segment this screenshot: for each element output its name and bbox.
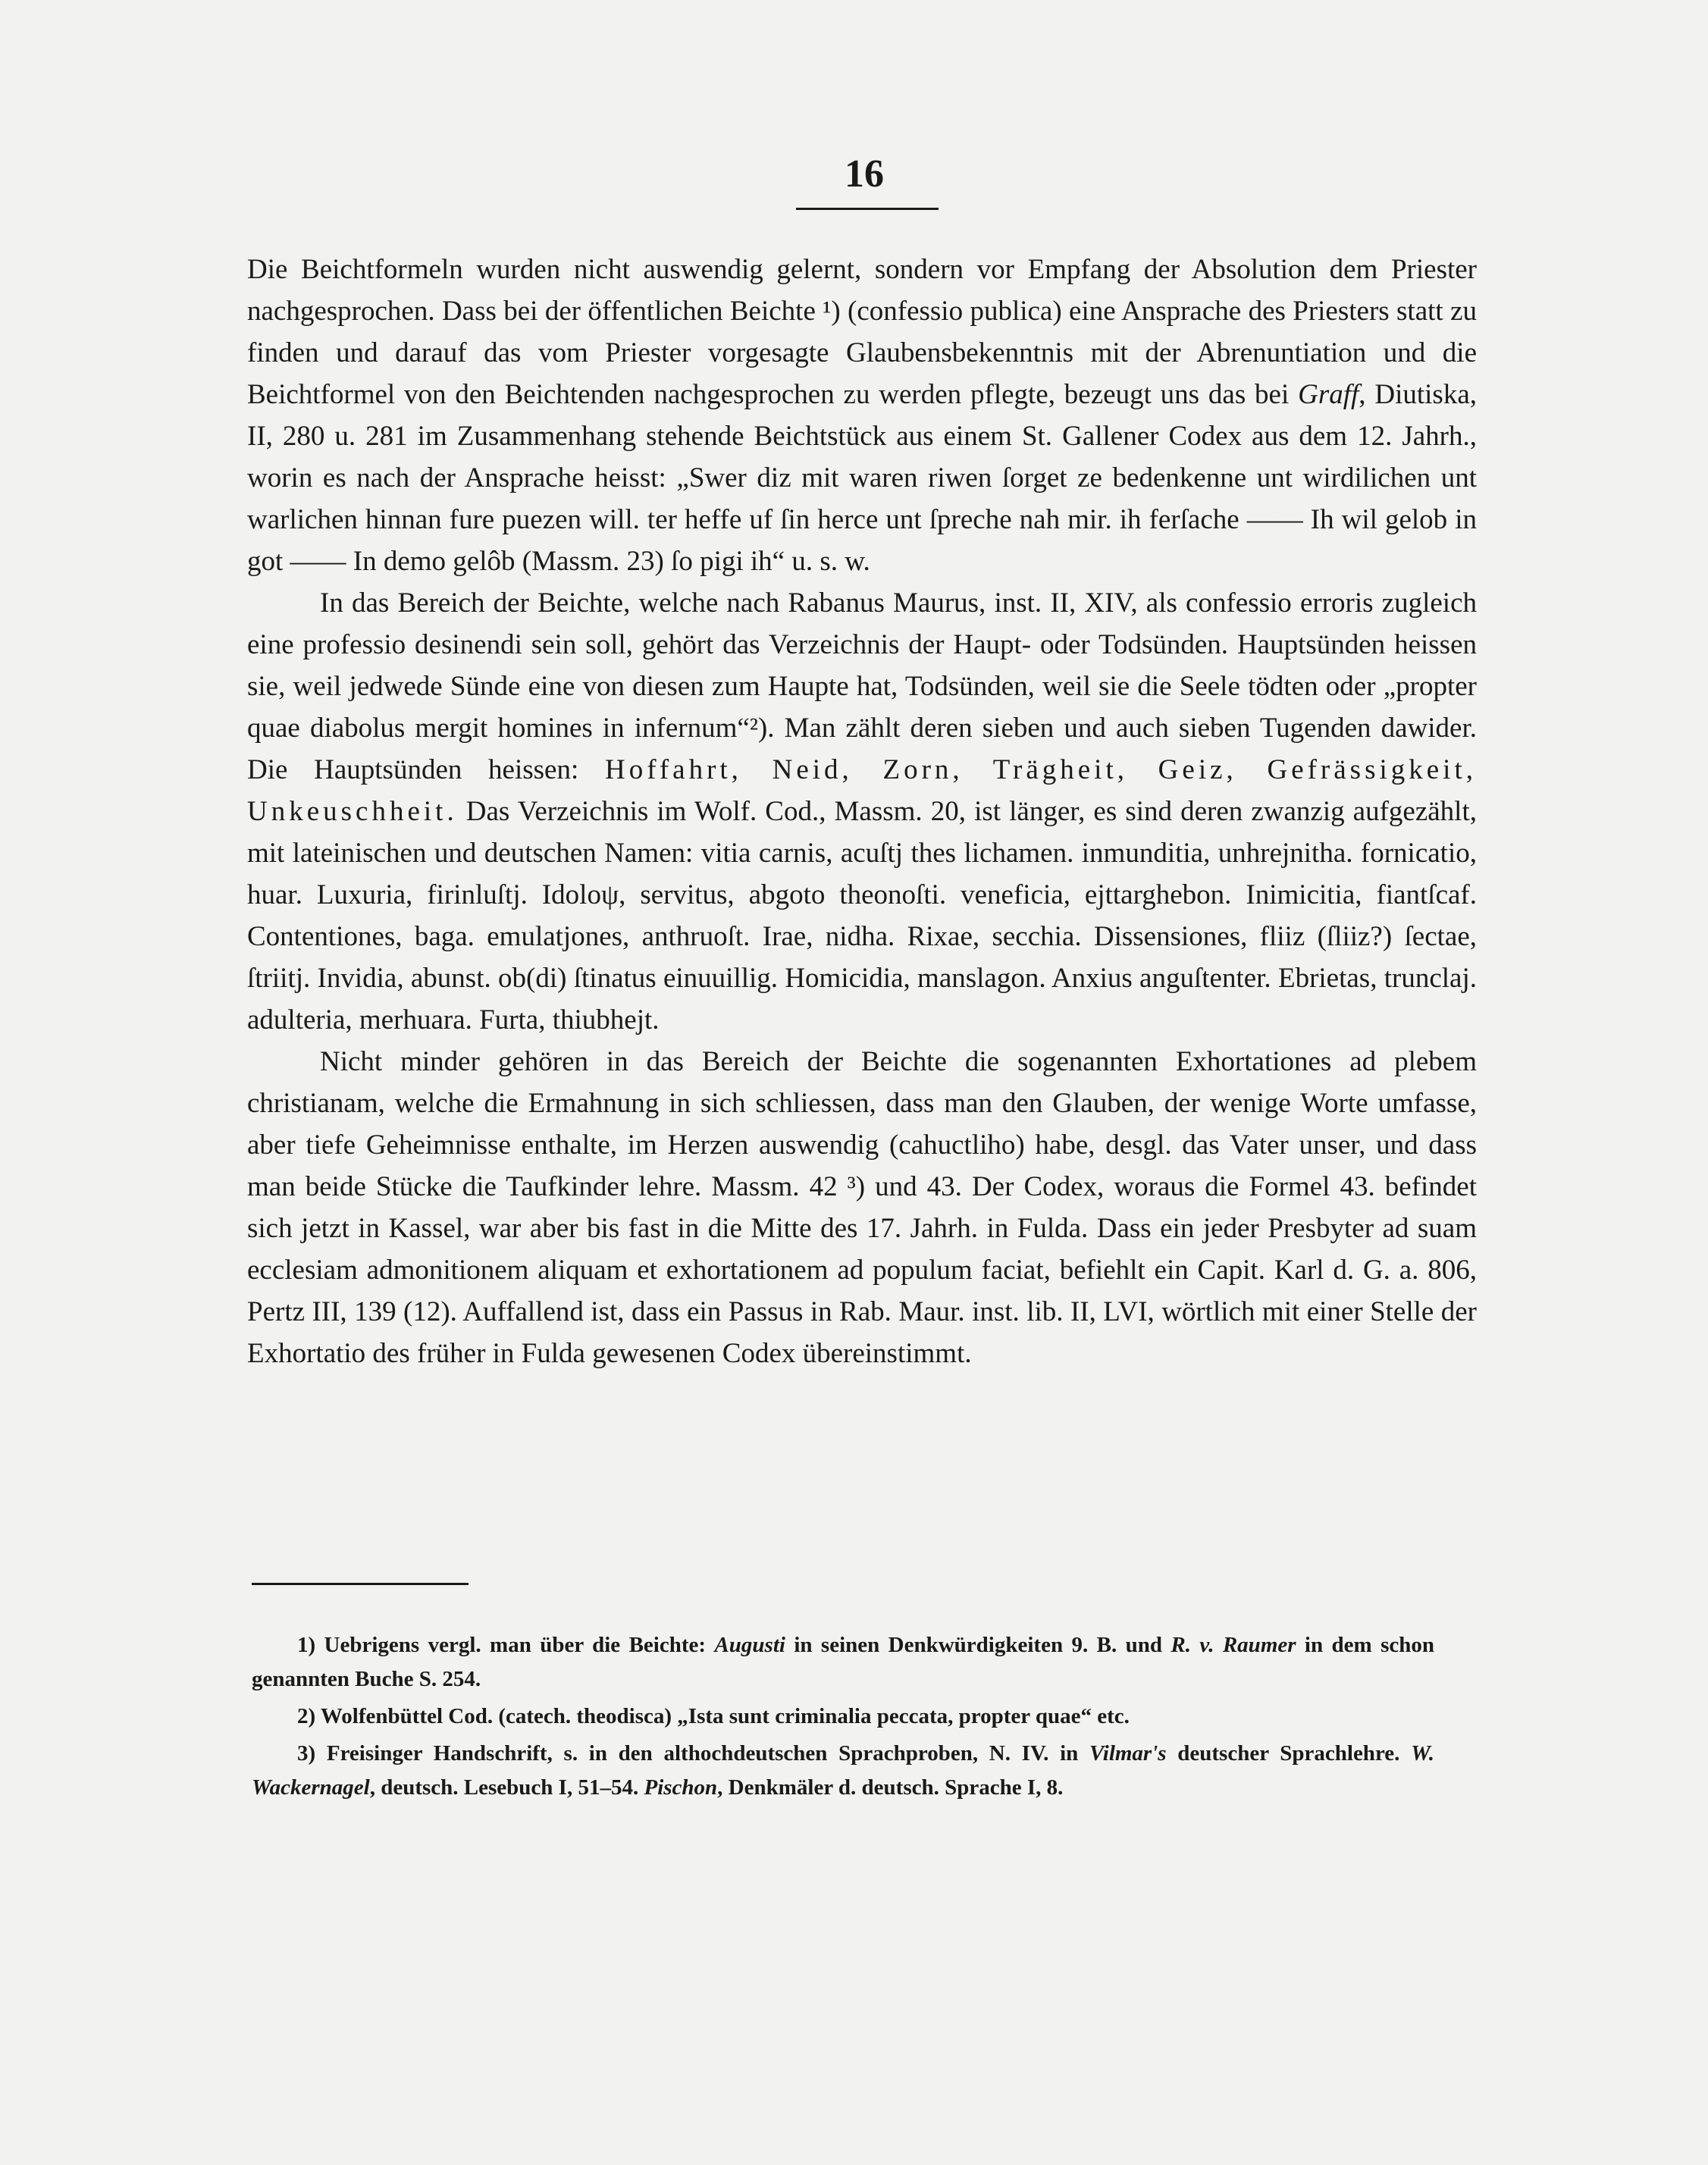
- footnote-1-part-e: in dem schon genannten Buche S. 254.: [252, 1633, 1434, 1691]
- footnotes: [252, 1628, 1434, 1808]
- footnote-2: 2) Wolfenbüttel Cod. (catech. theodisca) „Ista sunt criminalia peccata, propter quae“ etc.: [297, 1704, 1130, 1728]
- author-raumer: R. v. Raumer: [1171, 1633, 1296, 1657]
- author-wackernagel: W. Wackernagel: [252, 1741, 1435, 1800]
- author-vilmar: Vilmar's: [1089, 1741, 1167, 1766]
- paragraph-3: Nicht minder gehören in das Bereich der Beichte die sogenannten Exhortationes ad plebem christianam, welche die Ermahnung in sich schliessen, dass man den Glauben, der wenige Worte umfasse, aber tiefe Geheimnisse enthalte, im Herzen auswendig (cahuctliho) habe, desgl. das Vater unser, und dass man beide Stücke die Taufkinder lehre. Massm. 42 ³) und 43. Der Codex, woraus die Formel 43. befindet sich jetzt in Kassel, war aber bis fast in die Mitte des 17. Jahrh. in Fulda. Dass ein jeder Presbyter ad suam ecclesiam admonitionem aliquam et exhortationem ad populum faciat, befiehlt ein Capit. Karl d. G. a. 806, Pertz III, 139 (12). Auffallend ist, dass ein Passus in Rab. Maur. inst. lib. II, LVI, wörtlich mit einer Stelle der Exhortatio des früher in Fulda gewesenen Codex übereinstimmt.: [247, 1046, 1477, 1369]
- page-number: 16: [845, 152, 884, 196]
- paragraph-1-part-c: , Diutiska, II, 280 u. 281 im Zusammenhang stehende Beichtstück aus einem St. Gallener Codex aus dem 12. Jahrh., worin es nach der Ansprache heisst: „Swer diz mit waren riwen ſorget ze bedenkenne unt wirdilichen unt warlichen hinnan fure puezen will. ter heffe uf ſin herce unt ſpreche nah mir. ih ferſache —— Ih wil gelob in got —— In demo gelôb (Massm. 23) ſo pigi ih“ u. s. w.: [247, 379, 1477, 577]
- footnote-3-part-e: , deutsch. Lesebuch I, 51–54.: [369, 1775, 644, 1800]
- footnote-1: [252, 1628, 1434, 1697]
- footnote-1-part-c: in seinen Denkwürdigkeiten 9. B. und: [785, 1633, 1171, 1657]
- paragraph-2-part-c: Das Verzeichnis im Wolf. Cod., Massm. 20, ist länger, es sind deren zwanzig aufgezählt, mit lateinischen und deutschen Namen: vitia carnis, acuſtj thes lichamen. inmunditia, unhrejnitha. fornicatio, huar. Luxuria, firinluſtj. Idoloψ, servitus, abgoto theonoſti. veneficia, ejttarghebon. Inimicitia, fiantſcaf. Contentiones, baga. emulatjones, anthruoſt. Irae, nidha. Rixae, secchia. Dissensiones, fliiz (ſliiz?) ſectae, ſtriitj. Invidia, abunst. ob(di) ſtinatus einuuillig. Homicidia, manslagon. Anxius anguſtenter. Ebrietas, trunclaj. adulteria, merhuara. Furta, thiubhejt.: [247, 796, 1477, 1036]
- author-augusti: Augusti: [714, 1633, 785, 1657]
- paragraph-1-part-a: Die Beichtformeln wurden nicht auswendig gelernt, sondern vor Empfang der Absolution dem Priester nachgesprochen. Dass bei der öffentlichen Beichte ¹) (confessio publica) eine Ansprache des Priesters statt zu finden und darauf das vom Priester vorgesagte Glaubensbekenntnis mit der Abrenuntiation und die Beichtformel von den Beichtenden nachgesprochen zu werden pflegte, bezeugt uns das bei: [247, 254, 1477, 410]
- paragraph-2: [247, 582, 1477, 1041]
- paragraph-1: [247, 249, 1477, 582]
- footnote-1-part-a: 1) Uebrigens vergl. man über die Beichte:: [297, 1633, 715, 1657]
- sins-list: Hoffahrt, Neid, Zorn, Trägheit, Geiz, Gefrässigkeit, Unkeuschheit.: [247, 754, 1477, 827]
- footnote-3-part-c: deutscher Sprachlehre.: [1166, 1741, 1412, 1766]
- footnote-3: [252, 1737, 1434, 1805]
- footnote-3-part-a: 3) Freisinger Handschrift, s. in den althochdeutschen Sprachproben, N. IV. in: [297, 1741, 1090, 1766]
- author-pischon: Pischon: [644, 1775, 718, 1800]
- body-text: [247, 249, 1477, 1374]
- paragraph-2-part-a: In das Bereich der Beichte, welche nach Rabanus Maurus, inst. II, XIV, als confessio erroris zugleich eine professio desinendi sein soll, gehört das Verzeichnis der Haupt- oder Todsünden. Hauptsünden heissen sie, weil jedwede Sünde eine von diesen zum Haupte hat, Todsünden, weil sie die Seele tödten oder „propter quae diabolus mergit homines in infernum“²). Man zählt deren sieben und auch sieben Tugenden dawider. Die Hauptsünden heissen:: [247, 587, 1477, 785]
- page-number-rule: [796, 208, 939, 210]
- footnote-3-part-g: , Denkmäler d. deutsch. Sprache I, 8.: [717, 1775, 1064, 1800]
- author-graff: Graff: [1298, 379, 1359, 410]
- footnote-rule: [252, 1583, 469, 1585]
